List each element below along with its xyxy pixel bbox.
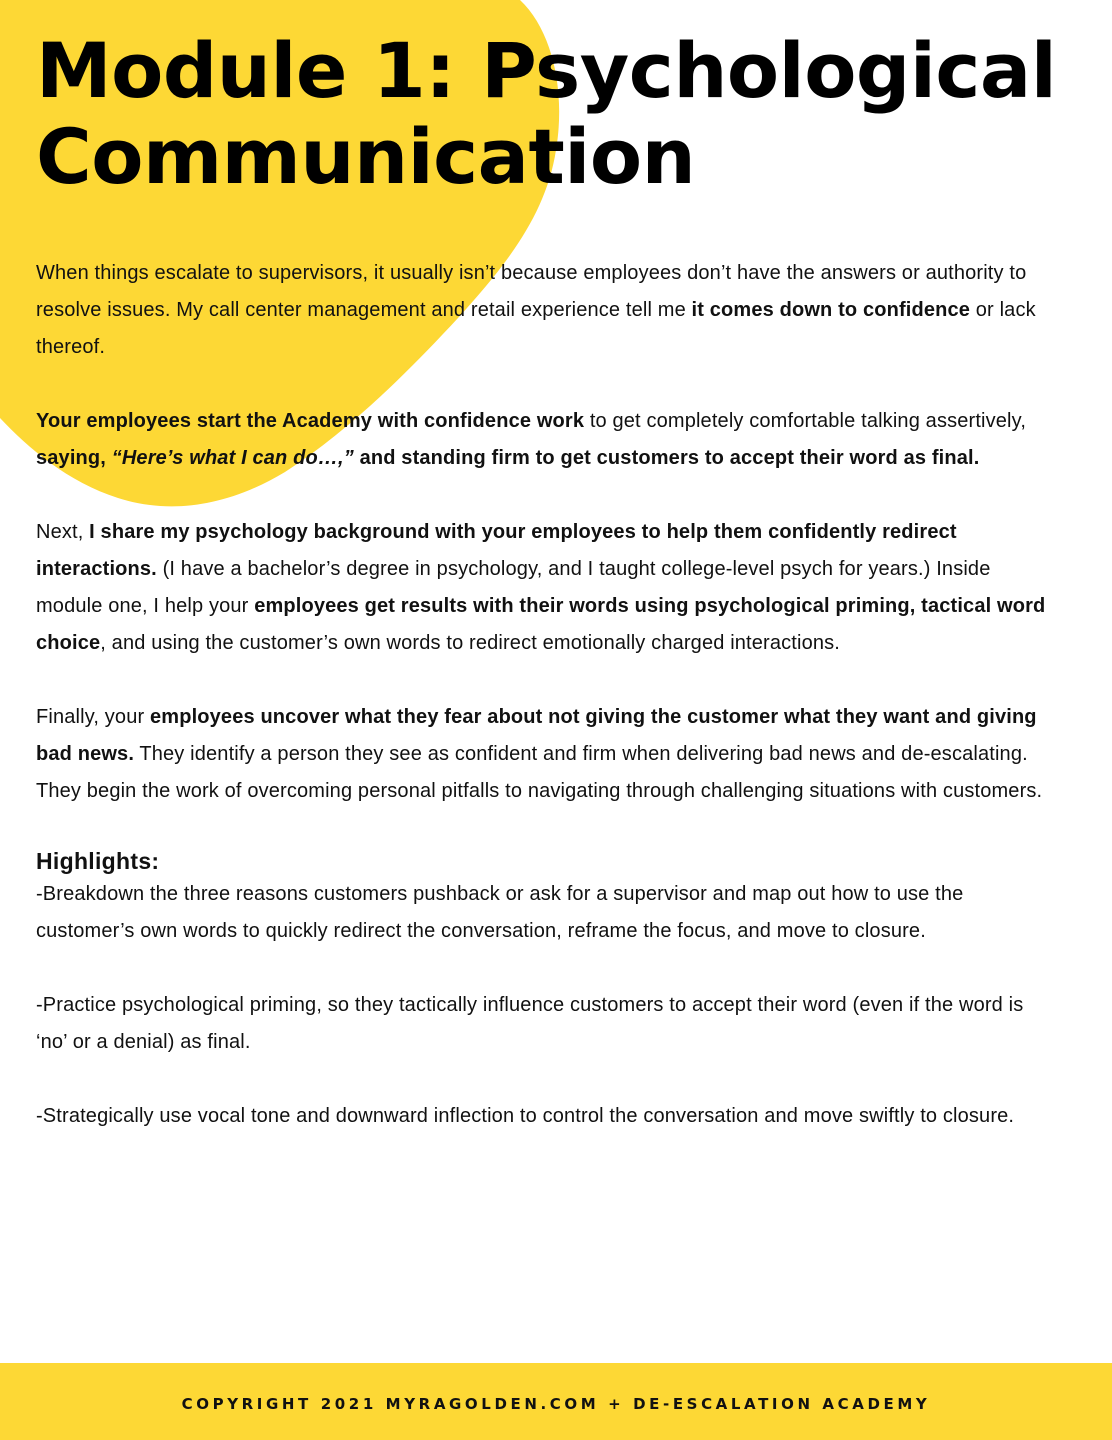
bold-text: saying, xyxy=(36,447,112,469)
text-span: They identify a person they see as confident and firm when delivering bad news and de-escalating. They begin the work of overcoming personal pitfalls to navigating through challenging situations with customers. xyxy=(36,743,1043,802)
text-span: or lack thereof. xyxy=(36,299,1036,358)
paragraph-fear xyxy=(36,699,1046,810)
paragraph-confidence xyxy=(36,403,1046,477)
text-span: to get completely comfortable talking assertively, xyxy=(584,410,1027,432)
bold-text: employees uncover what they fear about not giving the customer what they want and giving bad news. xyxy=(36,706,1037,765)
bold-text: and standing firm to get customers to accept their word as final. xyxy=(353,447,980,469)
footer-bar xyxy=(0,1363,1112,1440)
text-span: , and using the customer’s own words to redirect emotionally charged interactions. xyxy=(100,632,840,654)
text-span: Next, xyxy=(36,521,90,543)
paragraph-psychology xyxy=(36,514,1046,662)
title-line-1: Module 1: Psychological xyxy=(36,26,1057,115)
bold-text: Your employees start the Academy with confidence work xyxy=(36,410,585,432)
bold-text: I share my psychology background with your employees to help them confidently redirect interactions. xyxy=(36,521,957,580)
copyright-text: COPYRIGHT 2021 MYRAGOLDEN.COM + DE-ESCALATION ACADEMY xyxy=(181,1394,931,1413)
highlight-item: -Practice psychological priming, so they tactically influence customers to accept their word (even if the word is ‘no’ or a denial) as final. xyxy=(36,994,1024,1053)
paragraph-intro xyxy=(36,255,1046,366)
text-span: When things escalate to supervisors, it usually isn’t because employees don’t have the answers or authority to resolve issues. My call center management and retail experience tell me xyxy=(36,262,1027,321)
bold-italic-text: “Here’s what I can do…,” xyxy=(111,447,354,469)
main-content xyxy=(36,255,1046,1135)
text-span: (I have a bachelor’s degree in psychology, and I taught college-level psych for years.) Inside module one, I help your xyxy=(36,558,991,617)
page-title xyxy=(36,28,1096,200)
text-span: Finally, your xyxy=(36,706,150,728)
highlights-heading: Highlights: xyxy=(36,848,160,874)
bold-text: employees get results with their words using psychological priming, tactical word choice xyxy=(36,595,1046,654)
bold-text: it comes down to confidence xyxy=(691,299,971,321)
highlight-item: -Strategically use vocal tone and downward inflection to control the conversation and move swiftly to closure. xyxy=(36,1105,1015,1127)
highlight-item: -Breakdown the three reasons customers pushback or ask for a supervisor and map out how to use the customer’s own words to quickly redirect the conversation, reframe the focus, and move to closure. xyxy=(36,883,964,942)
title-line-2: Communication xyxy=(36,112,696,201)
